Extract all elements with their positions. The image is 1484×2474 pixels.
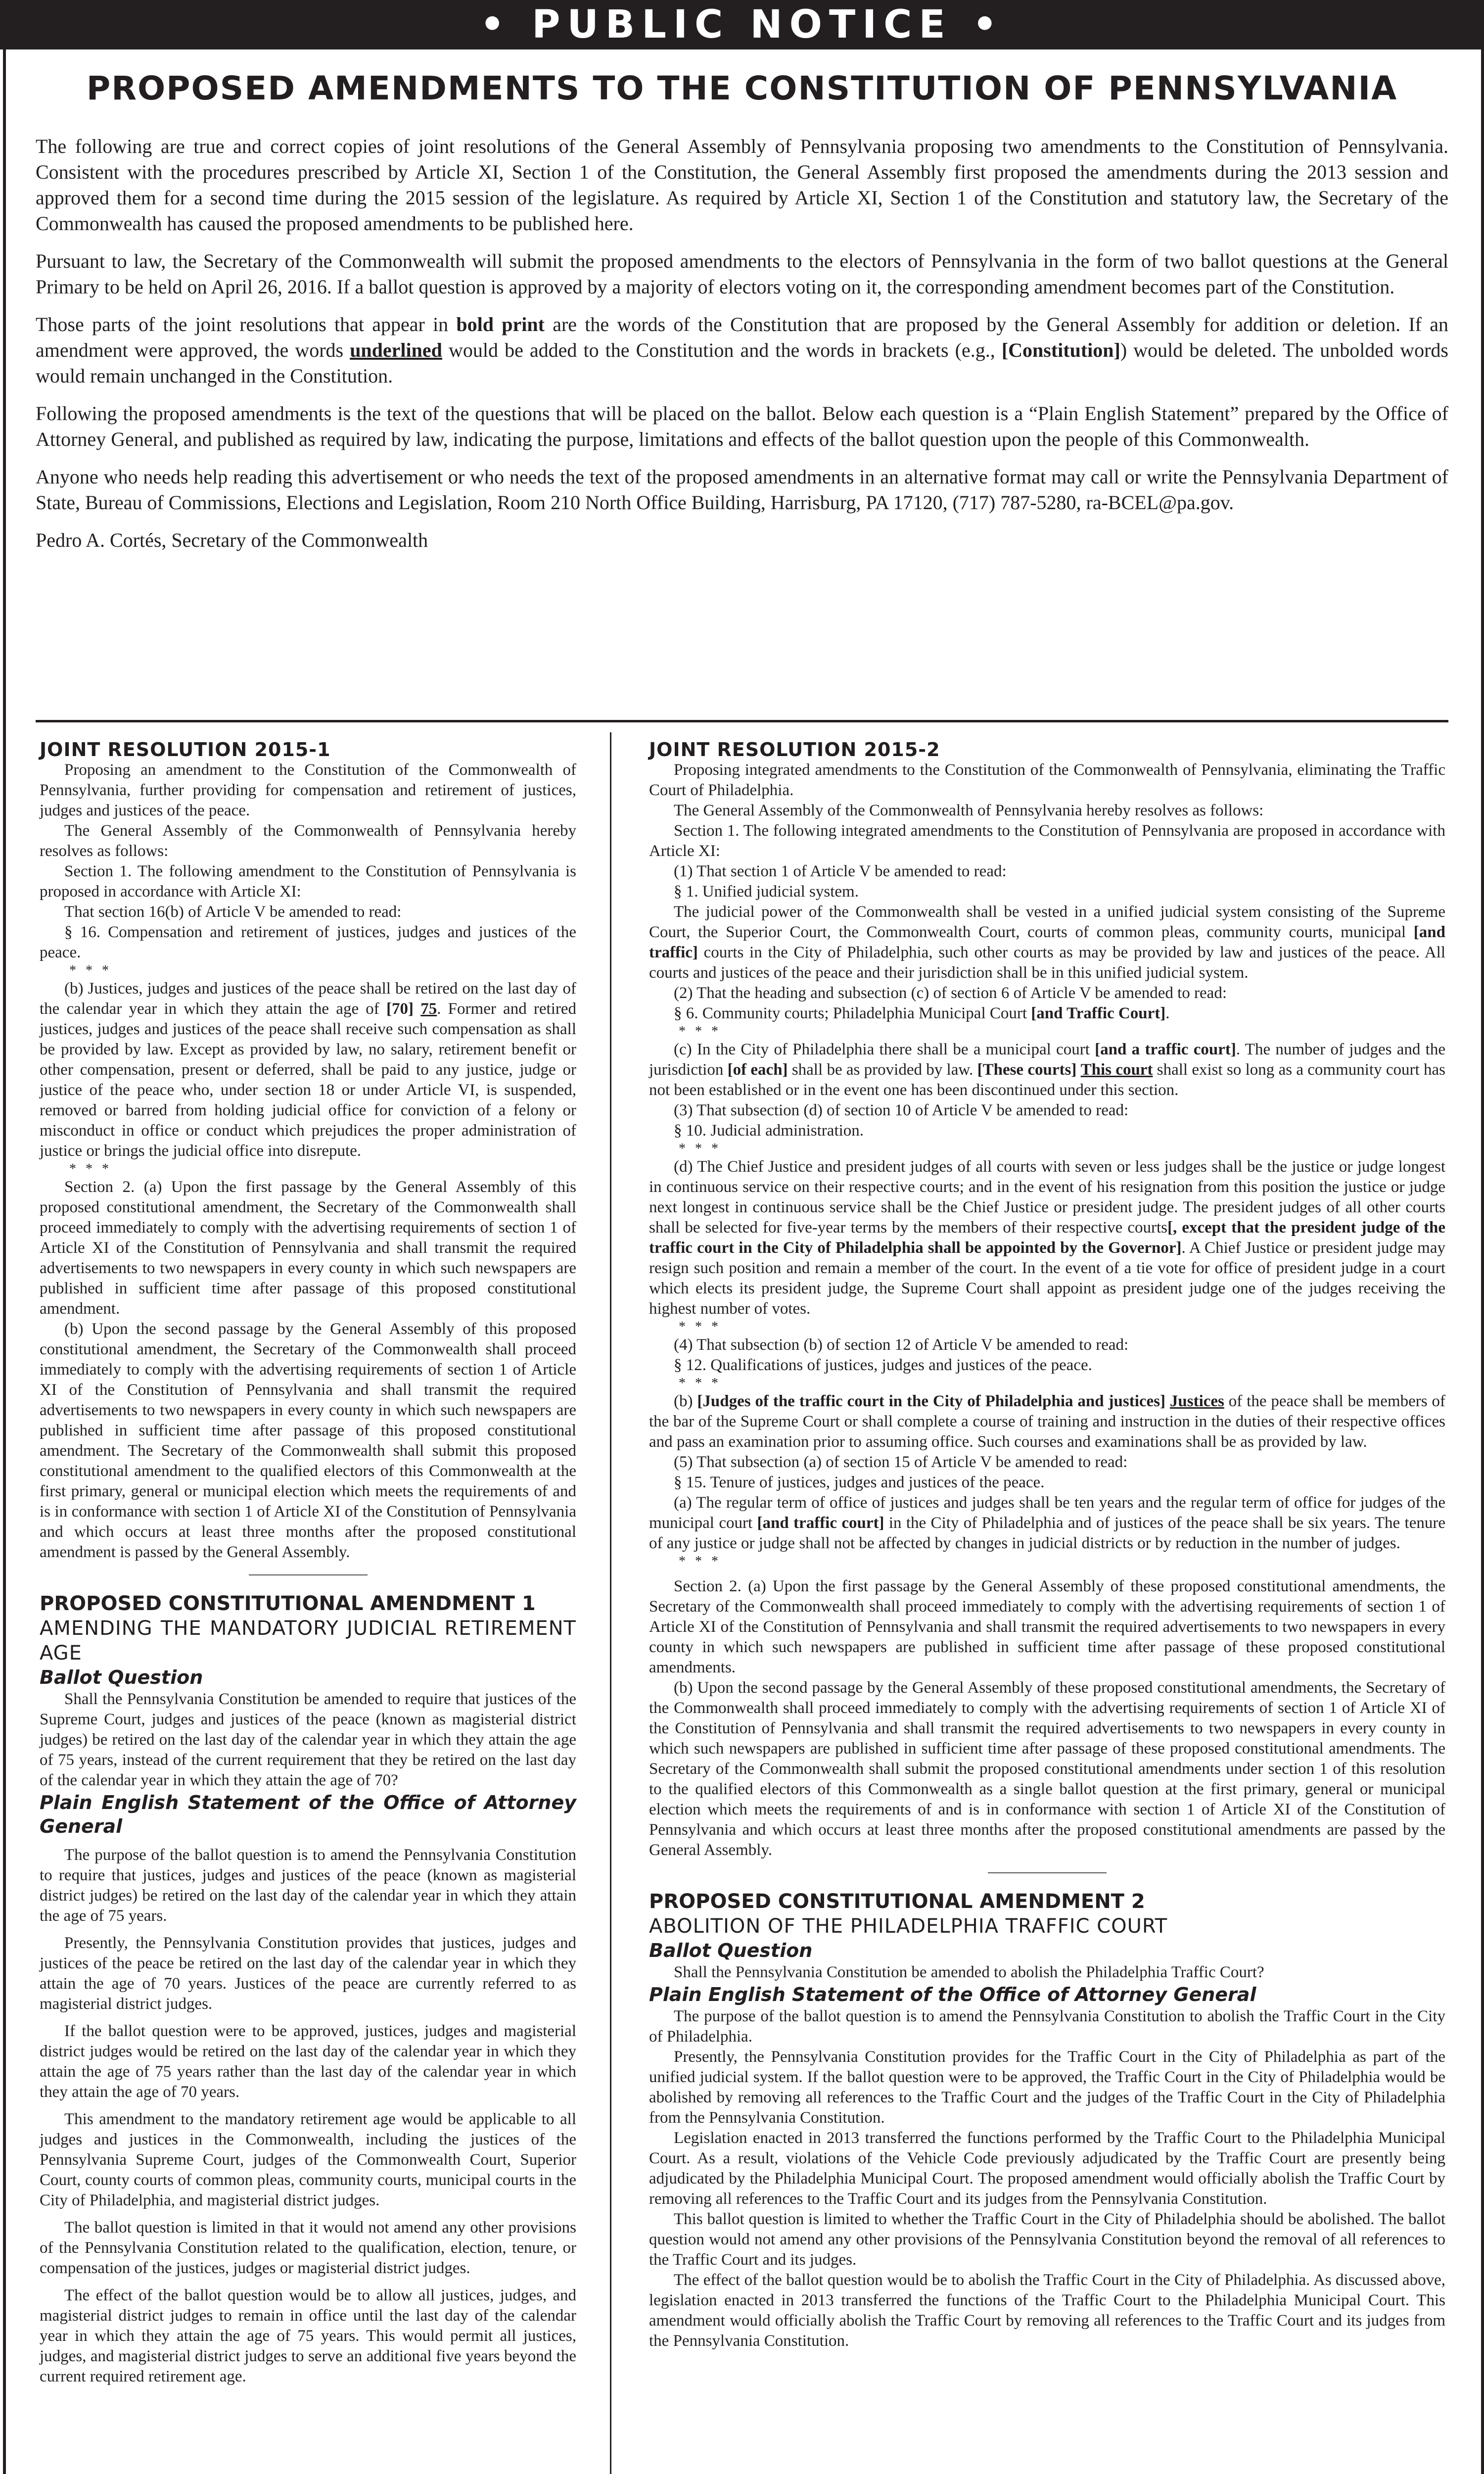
contact-text: Anyone who needs help reading this advertisement or who needs the text of the proposed amendments in an alternative format may call or write the Pennsylvania Department of State, Bureau of Commissions, Elections and Legislation, Room 210 North Office Building, Harrisburg, PA 17120, (717) 787-5280, ra-BCEL@pa.gov. [36,466,1448,514]
resolution-paragraph: (1) That section 1 of Article V be amended to read: [674,862,1007,880]
statement-paragraph: The purpose of the ballot question is to amend the Pennsylvania Constitution to abolish the Traffic Court in the City of Philadelphia. [649,2007,1445,2046]
deleted-text: [of each] [727,1061,788,1079]
omission-marker: * * * [679,1376,721,1391]
text: . Former and retired justices, judges and justices of the peace shall receive such compensation as shall be provided by law. Except as provided by law, no salary, retirement benefit or other compensation, present or deferred, shall be paid to any justice, judge or justice of the peace who, under section 18 or under Article VI, is suspended, removed or barred from holding judicial office for conviction of a felony or misconduct in office or conduct which prejudices the proper administration of justice or brings the judicial office into disrepute. [40,1000,577,1160]
text: (b) [674,1392,697,1410]
omission-marker: * * * [679,1024,721,1039]
deleted-text: [and a traffic court] [1095,1041,1236,1058]
deleted-text: [and traffic] [649,923,1445,961]
resolution-paragraph: (2) That the heading and subsection (c) of section 6 of Article V be amended to read: [674,984,1227,1002]
joint-resolution-2015-1-column [40,740,576,2387]
text: (d) The Chief Justice and president judges of all courts with seven or less judges shall be the justice or judge longest in continuous service on their respective courts; and in the event of his resignation from this position the justice or judge next longest in continuous service shall be the Chief Justice or president judge. The president judges of all other courts shall be selected for five-year terms by the members of their respective courts [649,1158,1445,1237]
text: (b) Justices, judges and justices of the peace shall be retired on the last day of the calendar year in which they attain the age of [40,980,576,1018]
resolution-paragraph: § 10. Judicial administration. [674,1122,864,1140]
statement-paragraph: Presently, the Pennsylvania Constitution provides for the Traffic Court in the City of Philadelphia as part of the unified judicial system. If the ballot question were to be approved, the Traffic Court in the City of Philadelphia would be abolished by removing all references to the Traffic Court and the judges of the Traffic Court in the City of Philadelphia from the Pennsylvania Constitution. [649,2048,1445,2127]
resolution-paragraph: (4) That subsection (b) of section 12 of Article V be amended to read: [674,1336,1129,1354]
resolution-paragraph [649,1493,1445,1554]
resolution-paragraph [649,1003,1445,1024]
resolution-paragraph: Section 1. The following integrated amendments to the Constitution of Pennsylvania are proposed in accordance with Article XI: [649,822,1445,860]
added-text: Justices [1169,1392,1224,1410]
resolution-paragraph [649,902,1445,983]
plain-english-heading: Plain English Statement of the Office of Attorney General [649,1984,1256,2005]
resolution-paragraph: The General Assembly of the Commonwealth of Pennsylvania hereby resolves as follows: [40,822,576,860]
statement-paragraph: This amendment to the mandatory retirement age would be applicable to all judges and justices in the Commonwealth, including the justices of the Pennsylvania Supreme Court, judges of the Commonwealth Court, Superior Court, county courts of common pleas, community courts, municipal courts in the City of Philadelphia, and magisterial district judges. [40,2110,576,2209]
amendment-title: PROPOSED CONSTITUTIONAL AMENDMENT 1 [40,1592,536,1615]
deleted-text: [, except that the president judge of the traffic court in the City of Philadelphia shall be appointed by the Governor] [649,1219,1445,1257]
statement-paragraph: The effect of the ballot question would be to allow all justices, judges, and magisterial district judges to remain in office until the last day of the calendar year in which they attain the age of 75 years. This would permit all justices, judges, and magisterial district judges to serve an additional five years beyond the current required retirement age. [40,2286,576,2385]
resolution-paragraph [649,1040,1445,1100]
resolution-paragraph: Section 2. (a) Upon the first passage by the General Assembly of these proposed constitutional amendments, the Secretary of the Commonwealth shall proceed immediately to comply with the advertising requirements of section 1 of Article XI of the Constitution of Pennsylvania and shall transmit the required advertisements to two newspapers in every county in which such newspapers are published in sufficient time after passage of these proposed constitutional amendments. [649,1577,1445,1676]
text: in the City of Philadelphia and of justices of the peace shall be six years. The tenure of any justice or judge shall not be affected by changes in judicial districts or by reduction in the number of judges. [649,1514,1445,1552]
text: shall be as provided by law. [788,1061,977,1079]
ballot-question-heading: Ballot Question [649,1940,813,1961]
statement-paragraph: The purpose of the ballot question is to amend the Pennsylvania Constitution to require that justices, judges and justices of the peace (known as magisterial district judges) be retired on the last day of the calendar year in which they attain the age of 75 years. [40,1846,576,1925]
resolution-heading: JOINT RESOLUTION 2015-1 [40,739,331,761]
text: . [1165,1004,1170,1022]
resolution-paragraph: That section 16(b) of Article V be amended to read: [64,903,402,921]
plain-english-heading: Plain English Statement of the Office of Attorney General [40,1792,576,1837]
ballot-question-text: Shall the Pennsylvania Constitution be amended to abolish the Philadelphia Traffic Court? [674,1963,1264,1981]
text: (a) The regular term of office of justices and judges shall be ten years and the regular term of office for judges of the municipal court [649,1494,1445,1532]
ballot-question-heading: Ballot Question [40,1666,203,1688]
omission-marker: * * * [679,1319,721,1334]
intro-text: would be added to the Constitution and the words in brackets (e.g., [442,339,1002,361]
resolution-paragraph: Proposing integrated amendments to the Constitution of the Commonwealth of Pennsylvania, eliminating the Traffic Court of Philadelphia. [649,761,1445,799]
deleted-text: [These courts] [977,1061,1077,1079]
statement-paragraph: If the ballot question were to be approved, justices, judges and magisterial district judges would be retired on the last day of the calendar year in which they attain the age of 75 years rather than the last day of the calendar year in which they attain the age of 70 years. [40,2022,576,2101]
text: courts in the City of Philadelphia, such other courts as may be provided by law and justices of the peace. All courts and justices of the peace and their jurisdiction shall be in this unified judicial system. [649,944,1445,982]
intro-paragraph-2: Pursuant to law, the Secretary of the Commonwealth will submit the proposed amendments to the electors of Pennsylvania in the form of two ballot questions at the General Primary to be held on April 26, 2016. If a ballot question is approved by a majority of electors voting on it, the corresponding amendment becomes part of the Constitution. [36,250,1448,298]
text: shall exist so long as a community court has not been established or in the event one has been discontinued under this section. [649,1061,1445,1099]
amendment-subtitle: ABOLITION OF THE PHILADELPHIA TRAFFIC COURT [649,1915,1168,1938]
resolution-paragraph: § 15. Tenure of justices, judges and justices of the peace. [674,1474,1045,1491]
bracket-example: [Constitution] [1001,339,1120,361]
intro-text: Those parts of the joint resolutions that appear in [36,313,457,335]
resolution-paragraph: Proposing an amendment to the Constitution of the Commonwealth of Pennsylvania, further providing for compensation and retirement of justices, judges and justices of the peace. [40,761,576,819]
resolution-paragraph: (b) Upon the second passage by the General Assembly of these proposed constitutional amendments, the Secretary of the Commonwealth shall proceed immediately to comply with the advertising requirements of section 1 of Article XI of the Constitution of Pennsylvania and shall transmit the required advertisements to two newspapers in every county in which such newspapers are published in sufficient time after passage of these proposed constitutional amendments. The Secretary of the Commonwealth shall submit the proposed constitutional amendments under section 1 of this resolution to the qualified electors of this Commonwealth as a single ballot question at the first primary, general or municipal election which meets the requirements of and is in conformance with section 1 of Article XI of the Constitution of Pennsylvania and which occurs at least three months after the proposed constitutional amendments are passed by the General Assembly. [649,1679,1445,1859]
resolution-paragraph: Section 2. (a) Upon the first passage by the General Assembly of this proposed constitutional amendment, the Secretary of the Commonwealth shall proceed immediately to comply with the advertising requirements of section 1 of Article XI of the Constitution of Pennsylvania and shall transmit the required advertisements to two newspapers in every county in which such newspapers are published in sufficient time after passage of this proposed constitutional amendment. [40,1178,576,1318]
added-text: This court [1080,1061,1153,1079]
deleted-text: [70] [386,1000,414,1018]
resolution-paragraph: § 12. Qualifications of justices, judges and justices of the peace. [674,1356,1092,1374]
public-notice-banner: • PUBLIC NOTICE • [0,0,1484,49]
resolution-paragraph: (5) That subsection (a) of section 15 of Article V be amended to read: [674,1453,1128,1471]
statement-paragraph: Presently, the Pennsylvania Constitution provides that justices, judges and justices of the peace be retired on the last day of the calendar year in which they attain the age of 70 years. Justices of the peace are currently referred to as magisterial district judges. [40,1934,576,2013]
statement-paragraph: The ballot question is limited in that it would not amend any other provisions of the Pennsylvania Constitution related to the qualification, election, tenure, or compensation of the justices, judges or magisterial district judges. [40,2219,576,2277]
resolution-paragraph: The General Assembly of the Commonwealth of Pennsylvania hereby resolves as follows: [674,802,1264,819]
ballot-question-text: Shall the Pennsylvania Constitution be amended to require that justices of the Supreme Court, judges and justices of the peace (known as magisterial district judges) be retired on the last day of the calendar year in which they attain the age of 75 years, instead of the current requirement that they be retired on the last day of the calendar year in which they attain the age of 70? [40,1690,576,1789]
statement-paragraph: Legislation enacted in 2013 transferred the functions performed by the Traffic Court to the Philadelphia Municipal Court. As a result, violations of the Vehicle Code previously adjudicated by the Traffic Court are presently being adjudicated by the Philadelphia Municipal Court. The proposed amendment would officially abolish the Traffic Court by removing all references to the Traffic Court and its judges from the Pennsylvania Constitution. [649,2129,1445,2208]
intro-paragraph-5 [36,464,1448,516]
omission-marker: * * * [679,1141,721,1156]
amendment-subtitle: AMENDING THE MANDATORY JUDICIAL RETIREMENT AGE [40,1617,576,1665]
resolution-heading: JOINT RESOLUTION 2015-2 [649,739,940,761]
added-text: 75 [420,1000,437,1018]
intro-paragraph-1: The following are true and correct copies of joint resolutions of the General Assembly of Pennsylvania proposing two amendments to the Constitution of Pennsylvania. Consistent with the procedures prescribed by Article XI, Section 1 of the Constitution, the General Assembly first proposed the amendments during the 2013 session and approved them for a second time during the 2015 session of the legislature. As required by Article XI, Section 1 of the Constitution and statutory law, the Secretary of the Commonwealth has caused the proposed amendments to be published here. [36,135,1448,235]
text [1165,1392,1170,1410]
omission-marker: * * * [69,1161,112,1177]
text: . A Chief Justice or president judge may resign such position and remain a member of the court. In the event of a tie vote for office of president judge in a court which elects its president judge, the Supreme Court shall appoint as president judge one of the judges receiving the highest number of votes. [649,1239,1445,1318]
deleted-text: [and traffic court] [757,1514,884,1532]
text [1076,1061,1080,1079]
text: . The number of judges and the jurisdiction [649,1041,1445,1079]
resolution-paragraph: (3) That subsection (d) of section 10 of Article V be amended to read: [674,1101,1129,1119]
short-divider [249,1574,368,1575]
intro-text: are the words of the Constitution that are proposed by the General Assembly for addition or deletion. If an amendment were approved, the words [36,313,1448,361]
underlined-example: underlined [350,339,442,361]
text: of the peace shall be members of the bar of the Supreme Court or shall complete a course of training and instruction in the duties of their respective offices and pass an examination prior to assuming office. Such courses and examinations shall be as provided by law. [649,1392,1445,1451]
text: (c) In the City of Philadelphia there shall be a municipal court [674,1041,1095,1058]
intro-paragraph-4: Following the proposed amendments is the text of the questions that will be placed on the ballot. Below each question is a “Plain English Statement” prepared by the Office of Attorney General, and published as required by law, indicating the purpose, limitations and effects of the ballot question upon the people of this Commonwealth. [36,402,1448,450]
joint-resolution-2015-2-column [649,740,1445,2351]
intro-text: ) would be deleted. The unbolded words would remain unchanged in the Constitution. [36,339,1448,387]
page-title: PROPOSED AMENDMENTS TO THE CONSTITUTION OF PENNSYLVANIA [86,69,1398,107]
resolution-paragraph: § 16. Compensation and retirement of justices, judges and justices of the peace. [40,923,576,961]
resolution-paragraph: Section 1. The following amendment to the Constitution of Pennsylvania is proposed in accordance with Article XI: [40,862,576,901]
resolution-paragraph [649,1391,1445,1452]
statement-paragraph: This ballot question is limited to whether the Traffic Court in the City of Philadelphia should be abolished. The ballot question would not amend any other provisions of the Pennsylvania Constitution beyond the removal of all references to the Traffic Court and its judges. [649,2210,1445,2269]
resolution-paragraph [649,1157,1445,1319]
text: The judicial power of the Commonwealth shall be vested in a unified judicial system consisting of the Supreme Court, the Superior Court, the Commonwealth Court, courts of common pleas, community courts, municipal [649,903,1445,941]
deleted-text: [Judges of the traffic court in the City of Philadelphia and justices] [697,1392,1165,1410]
intro-section [36,134,1448,565]
resolution-paragraph [40,979,576,1161]
statement-paragraph: The effect of the ballot question would be to abolish the Traffic Court in the City of Philadelphia. As discussed above, legislation enacted in 2013 transferred the functions of the Traffic Court to the Philadelphia Municipal Court. This amendment would officially abolish the Traffic Court by removing all references to the Traffic Court and its judges from the Pennsylvania Constitution. [649,2271,1445,2350]
short-divider [988,1872,1107,1873]
intro-paragraph-3 [36,312,1448,389]
omission-marker: * * * [69,963,112,978]
bold-print-example: bold print [456,313,545,335]
amendment-title: PROPOSED CONSTITUTIONAL AMENDMENT 2 [649,1890,1145,1913]
resolution-paragraph: (b) Upon the second passage by the General Assembly of this proposed constitutional amendment, the Secretary of the Commonwealth shall proceed immediately to comply with the advertising requirements of section 1 of Article XI of the Constitution of Pennsylvania and shall transmit the required advertisements to two newspapers in every county in which such newspapers are published in sufficient time after passage of this proposed constitutional amendment. The Secretary of the Commonwealth shall submit this proposed constitutional amendment to the qualified electors of this Commonwealth at the first primary, general or municipal election which meets the requirements of and is in conformance with section 1 of Article XI of the Constitution of Pennsylvania and which occurs at least three months after the proposed constitutional amendment is passed by the General Assembly. [40,1320,576,1561]
deleted-text: [and Traffic Court] [1031,1004,1166,1022]
omission-marker: * * * [679,1554,721,1569]
section-divider [36,720,1448,722]
signature: Pedro A. Cortés, Secretary of the Commonwealth [36,529,428,551]
column-divider [610,732,611,2474]
resolution-paragraph: § 1. Unified judicial system. [674,883,859,901]
text: § 6. Community courts; Philadelphia Municipal Court [674,1004,1031,1022]
